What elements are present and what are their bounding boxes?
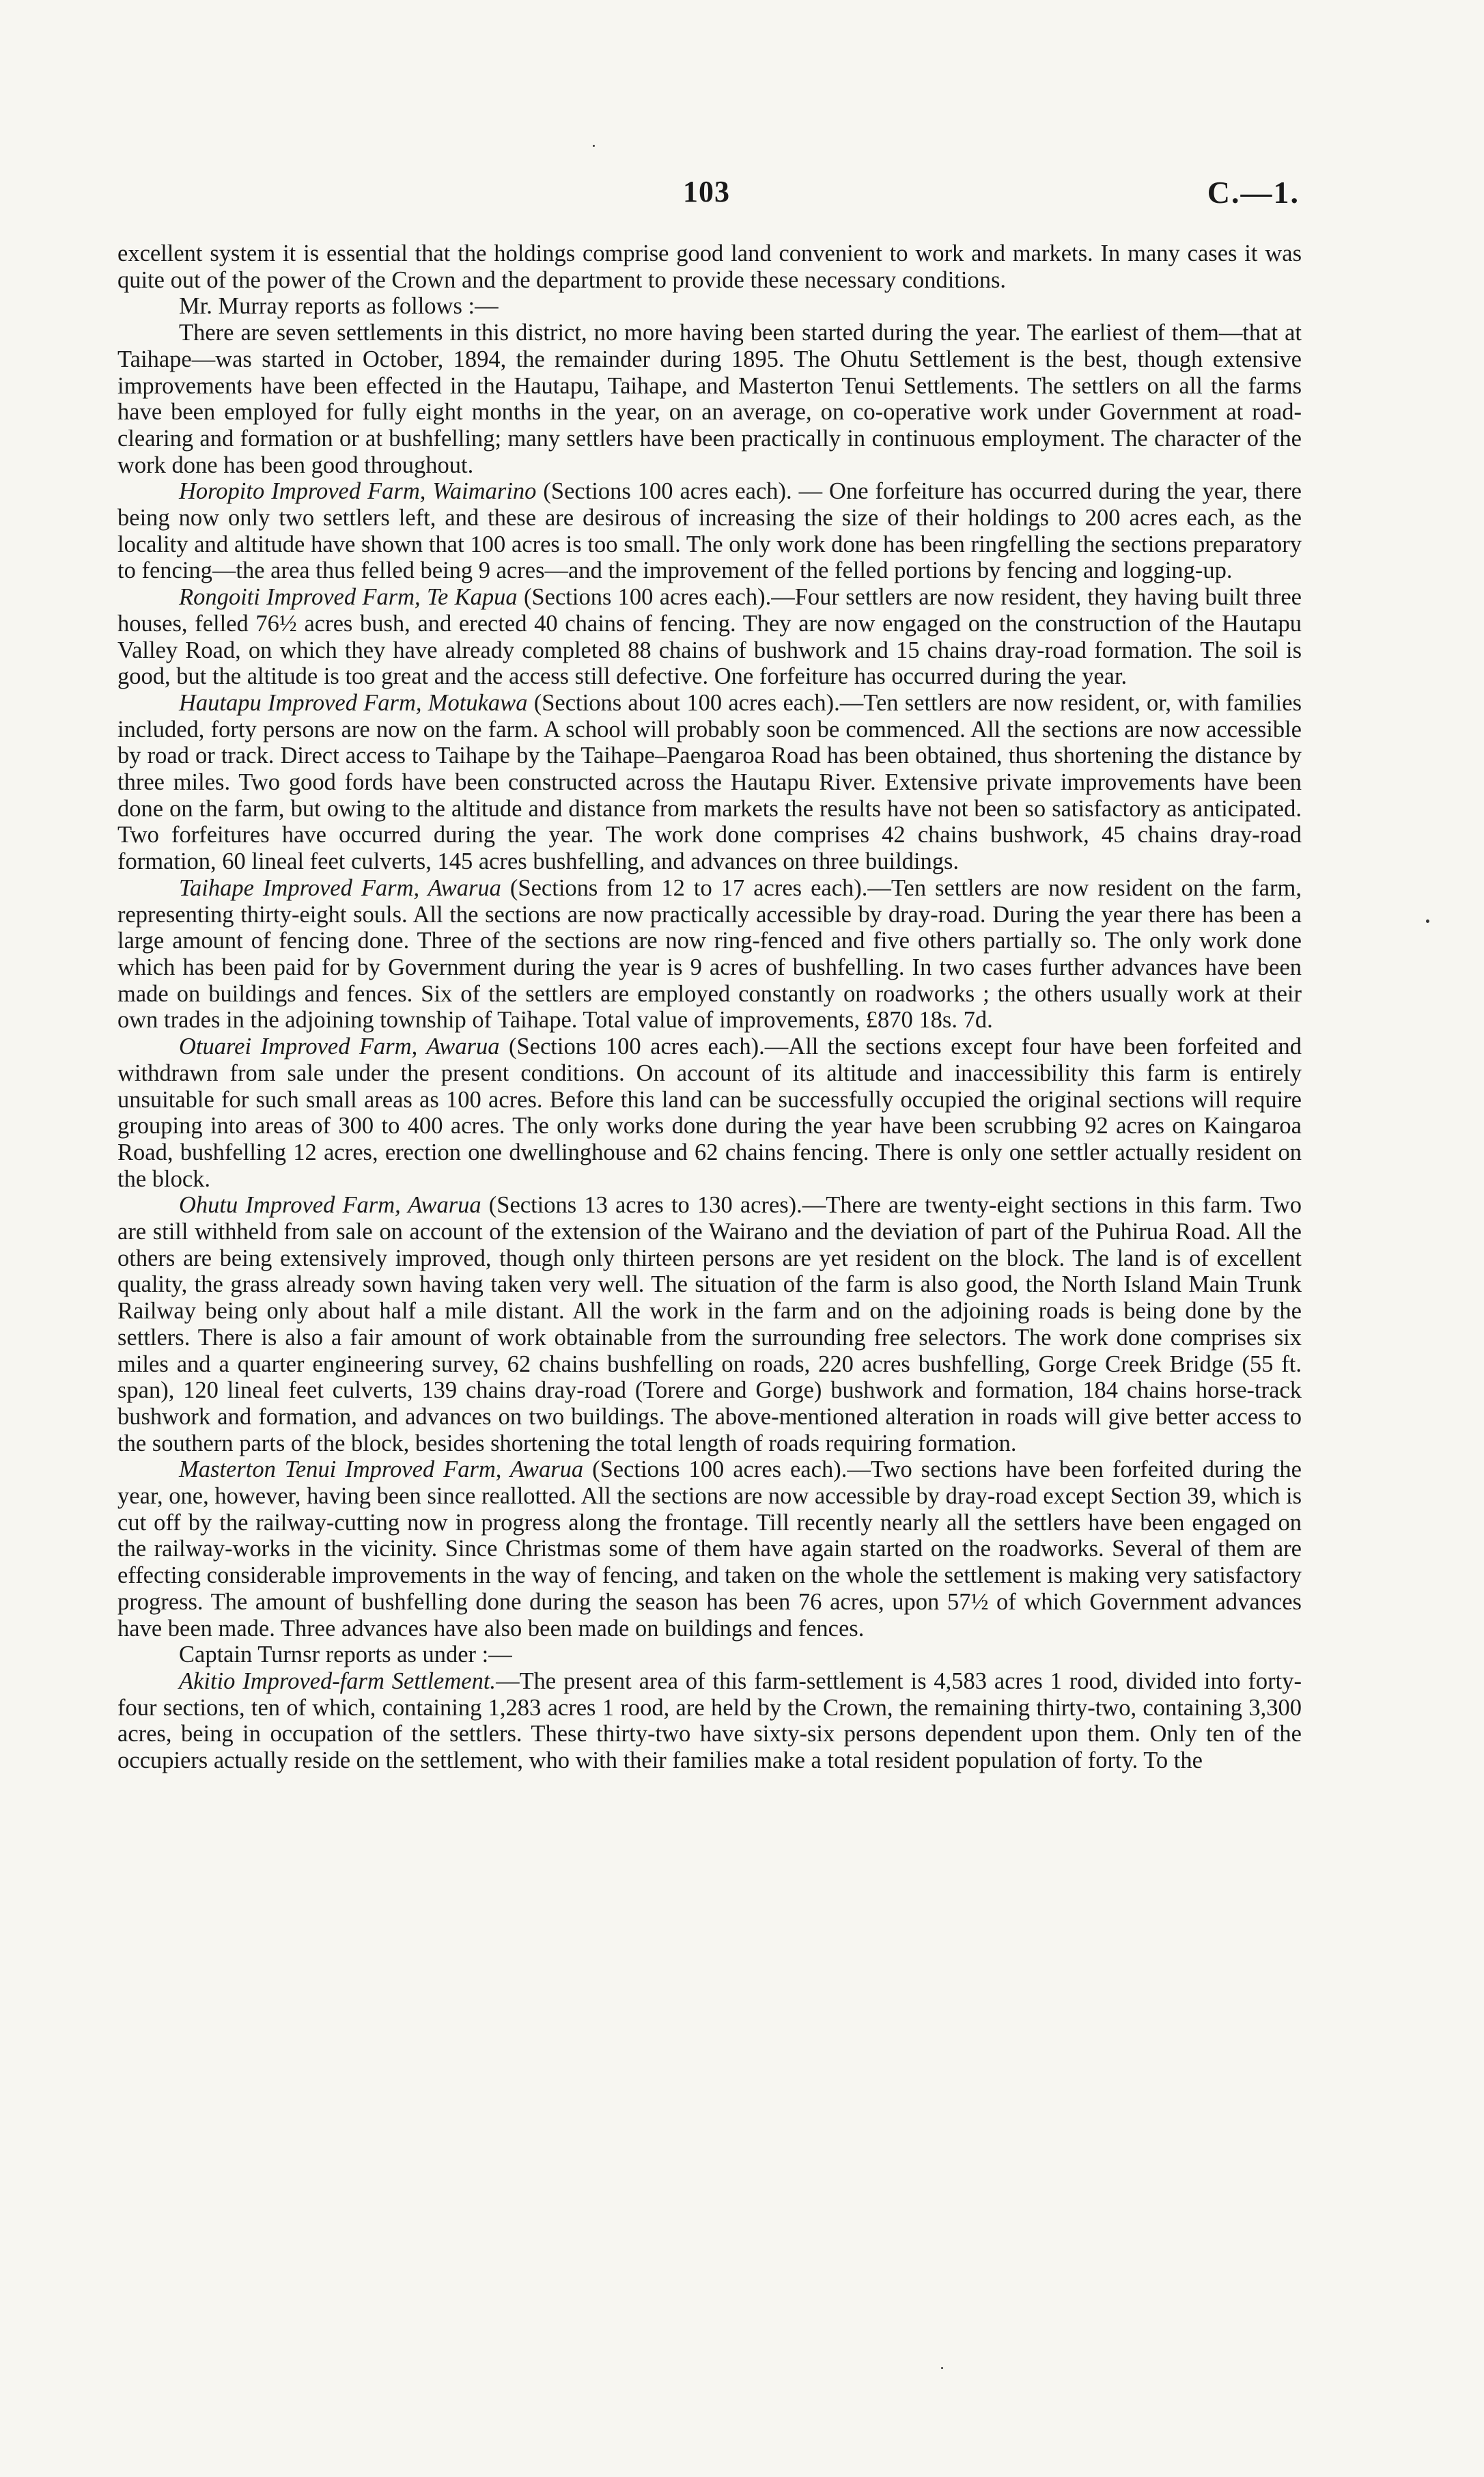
settlement-paragraph — [117, 1668, 1302, 1774]
paper-speck — [941, 2367, 943, 2369]
paragraph-text: There are seven settlements in this district, no more having been started during the year. The earliest of them—that at Taihape—was started in October, 1894, the remainder during 1895. The Ohutu Settlement is the best, though extensive improvements have been effected in the Hautapu, Taihape, and Masterton Tenui Settlements. The settlers on all the farms have been employed for fully eight months in the year, on an average, on co-operative work under Government at road-clearing and formation or at bushfelling; many settlers have been practically in continuous employment. The character of the work done has been good throughout. — [117, 320, 1302, 478]
page-header — [0, 174, 1484, 229]
document-reference: C.—1. — [1207, 175, 1300, 210]
settlement-heading: Hautapu Improved Farm, Motukawa — [179, 689, 528, 716]
settlement-paragraph — [117, 478, 1302, 584]
paragraph-text: Mr. Murray reports as follows :— — [179, 293, 499, 320]
paper-speck — [1426, 919, 1429, 923]
paragraph-text: (Sections 100 acres each).—Two sections have been forfeited during the year, one, however, having been since reallotted. All the sections are now accessible by dray-road except Section 39, which is cut off by the railway-cutting now in progress along the frontage. Till recently nearly all the settlers have been engaged on the railway-works in the vicinity. Since Christmas some of them have again started on the roadworks. Several of them are effecting considerable improvements in the way of fencing, and taken on the whole the settlement is making very satisfactory progress. The amount of bushfelling done during the season has been 76 acres, upon 57½ of which Government advances have been made. Three advances have also been made on buildings and fences. — [117, 1456, 1302, 1642]
paper-speck — [593, 145, 595, 147]
settlement-heading: Rongoiti Improved Farm, Te Kapua — [179, 584, 518, 611]
settlement-heading: Taihape Improved Farm, Awarua — [179, 874, 501, 901]
paragraph-text: excellent system it is essential that the holdings comprise good land convenient to work and markets. In many cases it was quite out of the power of the Crown and the department to provide these necessary conditions. — [117, 240, 1302, 293]
paragraph-text: (Sections from 12 to 17 acres each).—Ten settlers are now resident on the farm, representing thirty-eight souls. All the sections are now practically accessible by dray-road. During the year there has been a large amount of fencing done. Three of the sections are now ring-fenced and five others partially so. The only work done which has been paid for by Government during the year is 9 acres of bushfelling. In two cases further advances have been made on buildings and fences. Six of the settlers are employed constantly on roadworks ; the others usually work at their own trades in the adjoining township of Taihape. Total value of improvements, £870 18s. 7d. — [117, 874, 1302, 1034]
settlement-heading: Ohutu Improved Farm, Awarua — [179, 1192, 481, 1219]
paragraph — [117, 1642, 1302, 1668]
paragraph — [117, 293, 1302, 320]
settlement-heading: Masterton Tenui Improved Farm, Awarua — [179, 1456, 584, 1483]
paragraph-text: (Sections 100 acres each). — One forfeiture has occurred during the year, there being now only two settlers left, and these are desirous of increasing the size of their holdings to 200 acres each, as the locality and altitude have shown that 100 acres is too small. The only work done has been ringfelling the sections preparatory to fencing—the area thus felled being 9 acres—and the improvement of the felled portions by fencing and logging-up. — [117, 478, 1302, 584]
settlement-paragraph — [117, 690, 1302, 875]
page-number: 103 — [683, 175, 730, 208]
paragraph-text: (Sections 100 acres each).—Four settlers are now resident, they having built three houses, felled 76½ acres bush, and erected 40 chains of fencing. They are now engaged on the construction of the Hautapu Valley Road, on which they have already completed 88 chains of bushwork and 15 chains dray-road formation. The soil is good, but the altitude is too great and the access still defective. One forfeiture has occurred during the year. — [117, 584, 1302, 690]
paragraph-text: (Sections 100 acres each).—All the sections except four have been forfeited and withdrawn from sale under the present conditions. On account of its altitude and inaccessibility this farm is entirely unsuitable for such small areas as 100 acres. Before this land can be successfully occupied the original sections will require grouping into areas of 300 to 400 acres. The only works done during the year have been scrubbing 92 acres on Kaingaroa Road, bushfelling 12 acres, erection one dwellinghouse and 62 chains fencing. There is only one settler actually resident on the block. — [117, 1034, 1302, 1192]
settlement-heading: Otuarei Improved Farm, Awarua — [179, 1034, 500, 1060]
settlement-heading: Horopito Improved Farm, Waimarino — [179, 478, 537, 505]
settlement-paragraph — [117, 1034, 1302, 1192]
paragraph-text: (Sections 13 acres to 130 acres).—There are twenty-eight sections in this farm. Two are still withheld from sale on account of the extension of the Wairano and the deviation of part of the Puhirua Road. All the others are being extensively improved, though only thirteen persons are yet resident on the block. The land is of excellent quality, the grass already sown having taken very well. The situation of the farm is also good, the North Island Main Trunk Railway being only about half a mile distant. All the work in the farm and on the adjoining roads is being done by the settlers. There is also a fair amount of work obtainable from the surrounding free selectors. The work done comprises six miles and a quarter engineering survey, 62 chains bushfelling on roads, 220 acres bushfelling, Gorge Creek Bridge (55 ft. span), 120 lineal feet culverts, 139 chains dray-road (Torere and Gorge) bushwork and formation, 184 chains horse-track bushwork and formation, and advances on two buildings. The above-mentioned alteration in roads will give better access to the southern parts of the block, besides shortening the total length of roads requiring formation. — [117, 1192, 1302, 1456]
paragraph-text: (Sections about 100 acres each).—Ten settlers are now resident, or, with families included, forty persons are now on the farm. A school will probably soon be commenced. All the sections are now accessible by road or track. Direct access to Taihape by the Taihape–Paengaroa Road has been obtained, thus shortening the distance by three miles. Two good fords have been constructed across the Hautapu River. Extensive private improvements have been done on the farm, but owing to the altitude and distance from markets the results have not been so satisfactory as anticipated. Two forfeitures have occurred during the year. The work done comprises 42 chains bushwork, 45 chains dray-road formation, 60 lineal feet culverts, 145 acres bushfelling, and advances on three buildings. — [117, 689, 1302, 875]
settlement-paragraph — [117, 1456, 1302, 1642]
settlement-paragraph — [117, 584, 1302, 690]
settlement-paragraph — [117, 875, 1302, 1034]
paragraph-text: —The present area of this farm-settlement is 4,583 acres 1 rood, divided into forty-four sections, ten of which, containing 1,283 acres 1 rood, are held by the Crown, the remaining thirty-two, containing 3,300 acres, being in occupation of the settlers. These thirty-two have sixty-six persons dependent upon them. Only ten of the occupiers actually reside on the settlement, who with their families make a total resident population of forty. To the — [117, 1668, 1302, 1774]
paragraph — [117, 240, 1302, 293]
settlement-heading: Akitio Improved-farm Settlement. — [179, 1668, 496, 1694]
paragraph-text: Captain Turnsr reports as under :— — [179, 1642, 512, 1668]
paragraph — [117, 320, 1302, 478]
body-text — [117, 240, 1302, 1774]
settlement-paragraph — [117, 1192, 1302, 1456]
